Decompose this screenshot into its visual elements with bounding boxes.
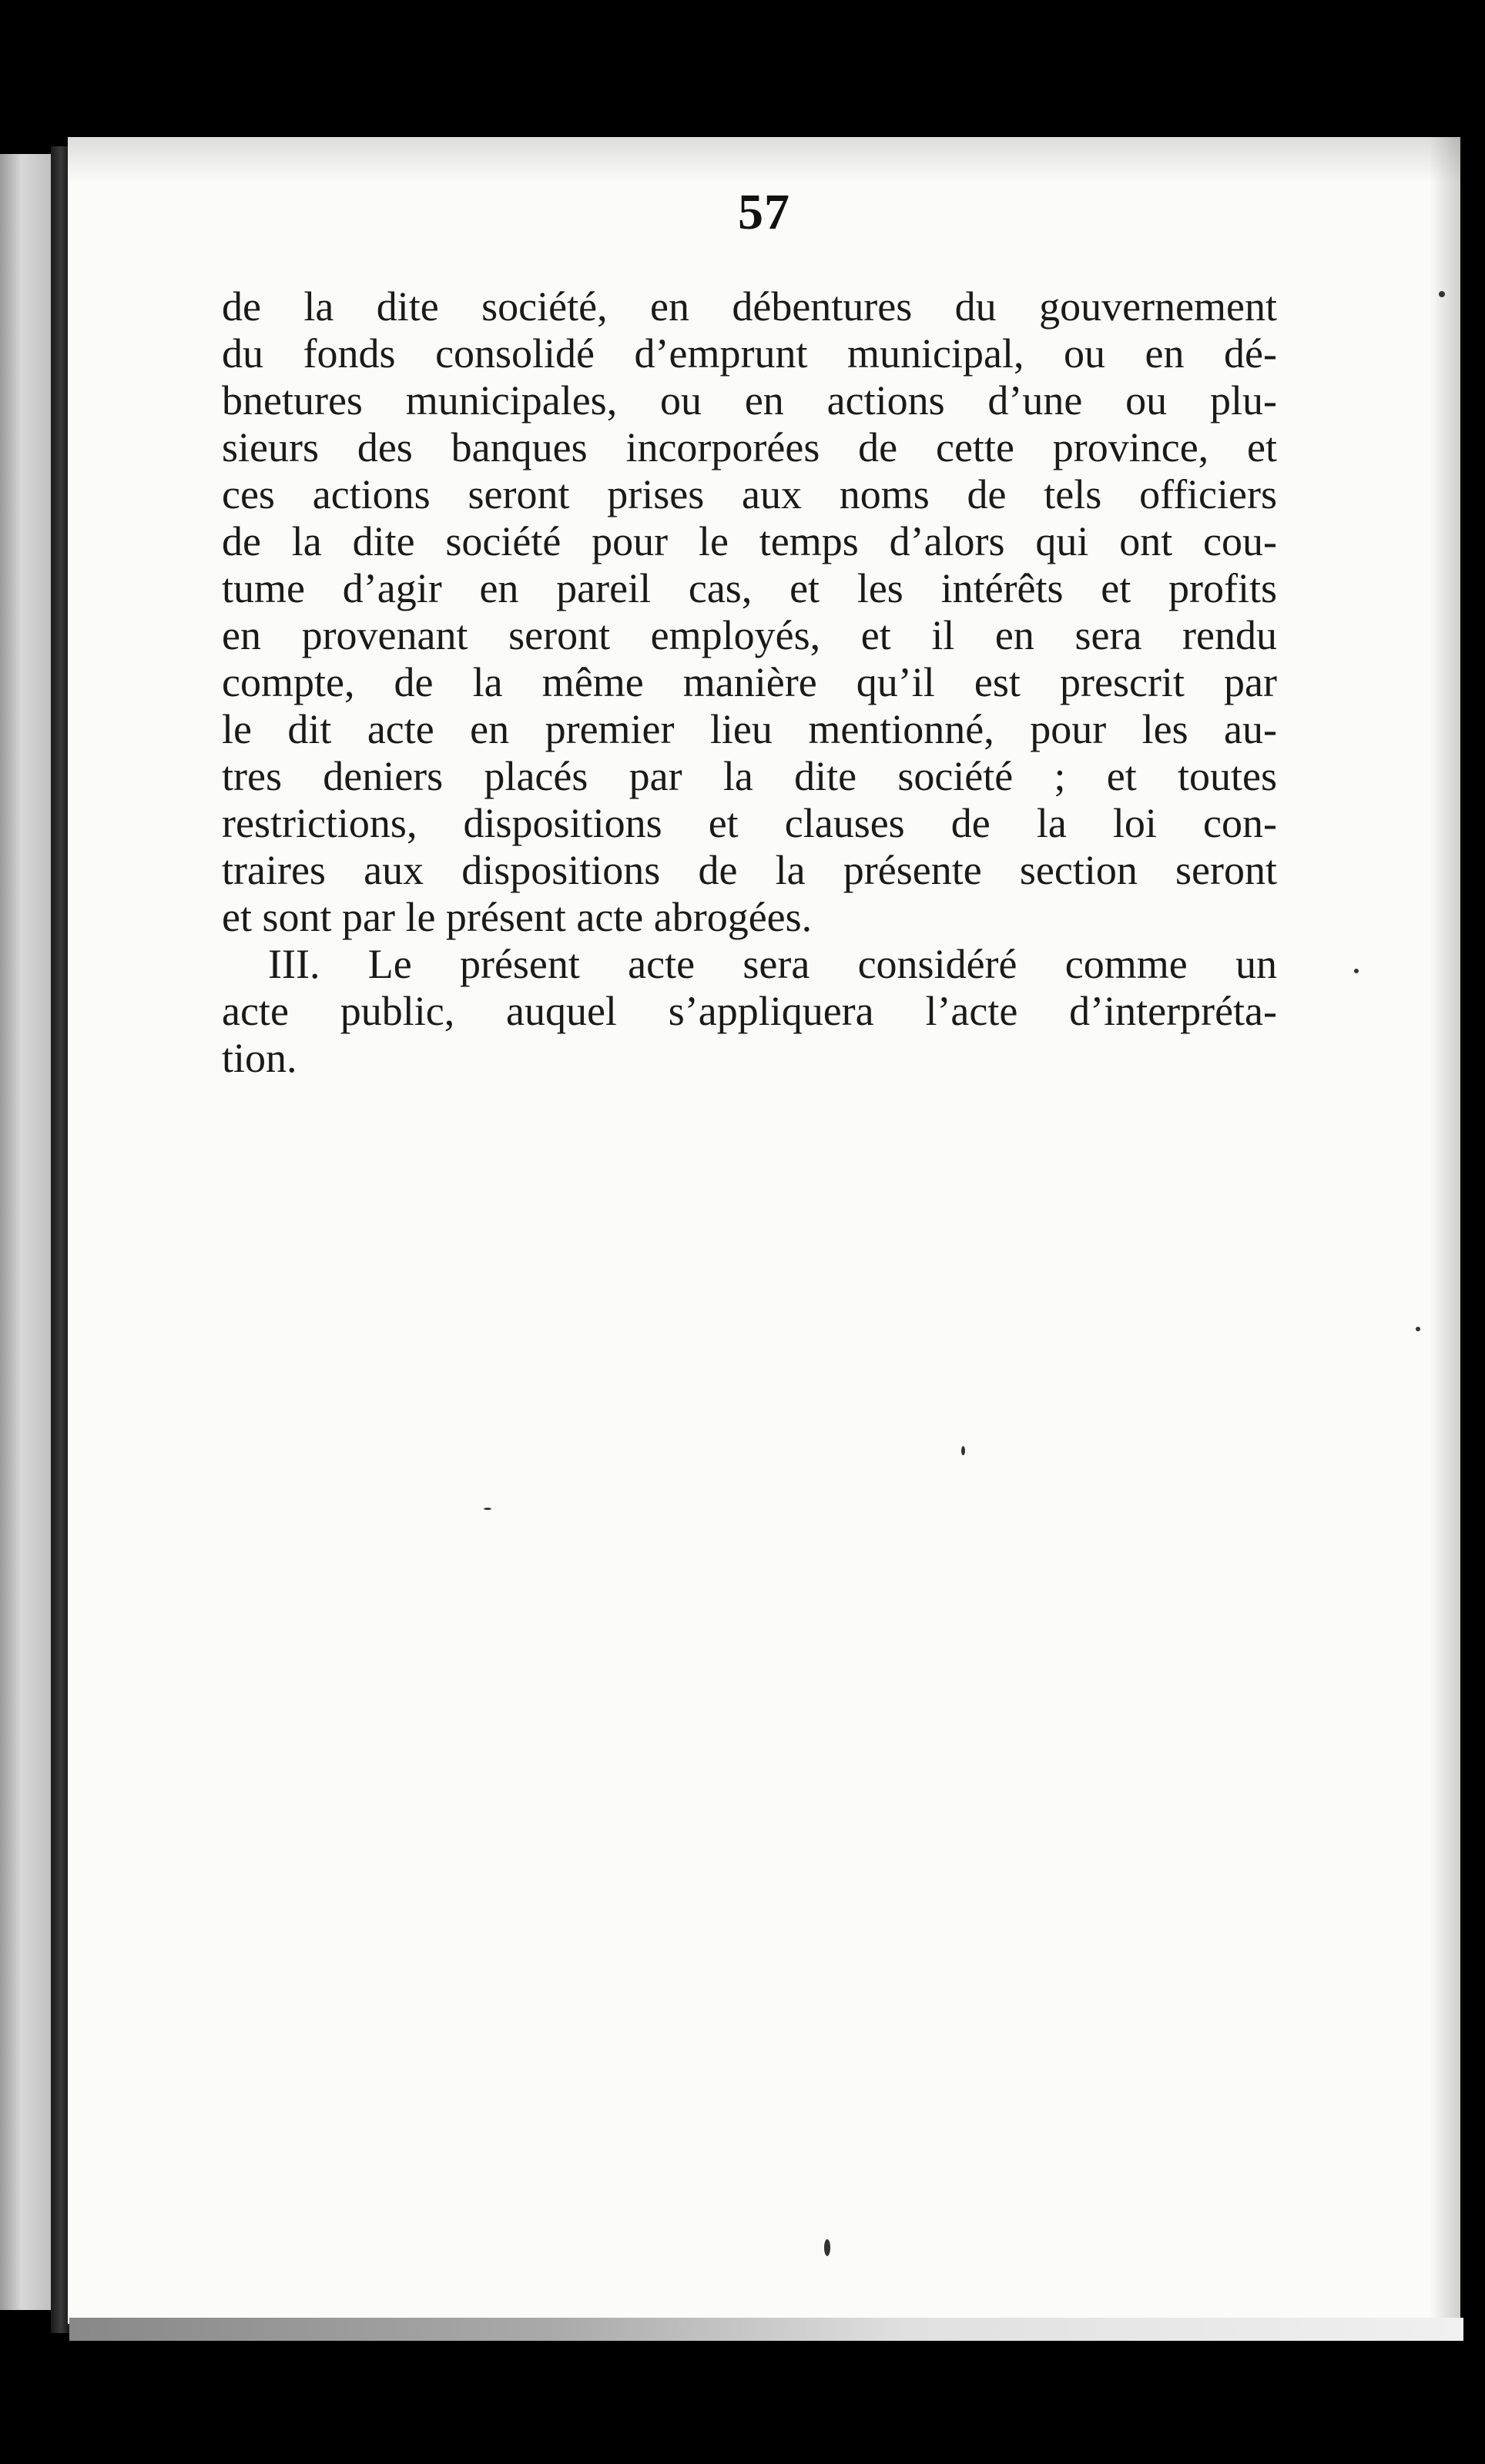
page-number: 57: [738, 184, 790, 240]
body-text: [222, 283, 1277, 1082]
facing-page-edge: [0, 154, 54, 2310]
scan-speck: [1439, 291, 1445, 297]
text-line: compte, de la même manière qu’il est prescrit par: [222, 659, 1277, 705]
text-line: du fonds consolidé d’emprunt municipal, ou en dé-: [222, 330, 1277, 377]
text-line: tion.: [222, 1035, 297, 1081]
text-line: bnetures municipales, ou en actions d’une ou plu-: [222, 377, 1277, 424]
text-line: le dit acte en premier lieu mentionné, pour les au-: [222, 706, 1277, 752]
scan-speck: [484, 1508, 491, 1510]
section-heading-line: III. Le présent acte sera considéré comme un: [268, 941, 1277, 987]
text-line: de la dite société, en débentures du gouvernement: [222, 283, 1277, 330]
text-line: sieurs des banques incorporées de cette province, et: [222, 424, 1277, 470]
text-line: tres deniers placés par la dite société ; et toutes: [222, 753, 1277, 799]
text-line: en provenant seront employés, et il en sera rendu: [222, 612, 1277, 658]
text-line: traires aux dispositions de la présente section seront: [222, 847, 1277, 893]
text-line: restrictions, dispositions et clauses de la loi con-: [222, 800, 1277, 846]
scan-speck: [1416, 1327, 1420, 1331]
text-line: ces actions seront prises aux noms de tels officiers: [222, 471, 1277, 517]
scan-speck: [961, 1446, 965, 1455]
text-line: et sont par le présent acte abrogées.: [222, 894, 813, 940]
text-line: de la dite société pour le temps d’alors qui ont cou-: [222, 518, 1277, 564]
scan-speck: [824, 2239, 830, 2256]
page-right-shadow: [1430, 137, 1460, 2324]
text-line: tume d’agir en pareil cas, et les intérêts et profits: [222, 565, 1277, 611]
page-bottom-edge: [69, 2318, 1463, 2341]
scan-speck: [1354, 969, 1359, 973]
text-line: acte public, auquel s’appliquera l’acte d’interpréta-: [222, 988, 1277, 1034]
book-page: [68, 137, 1460, 2324]
page-top-shadow: [68, 137, 1460, 183]
